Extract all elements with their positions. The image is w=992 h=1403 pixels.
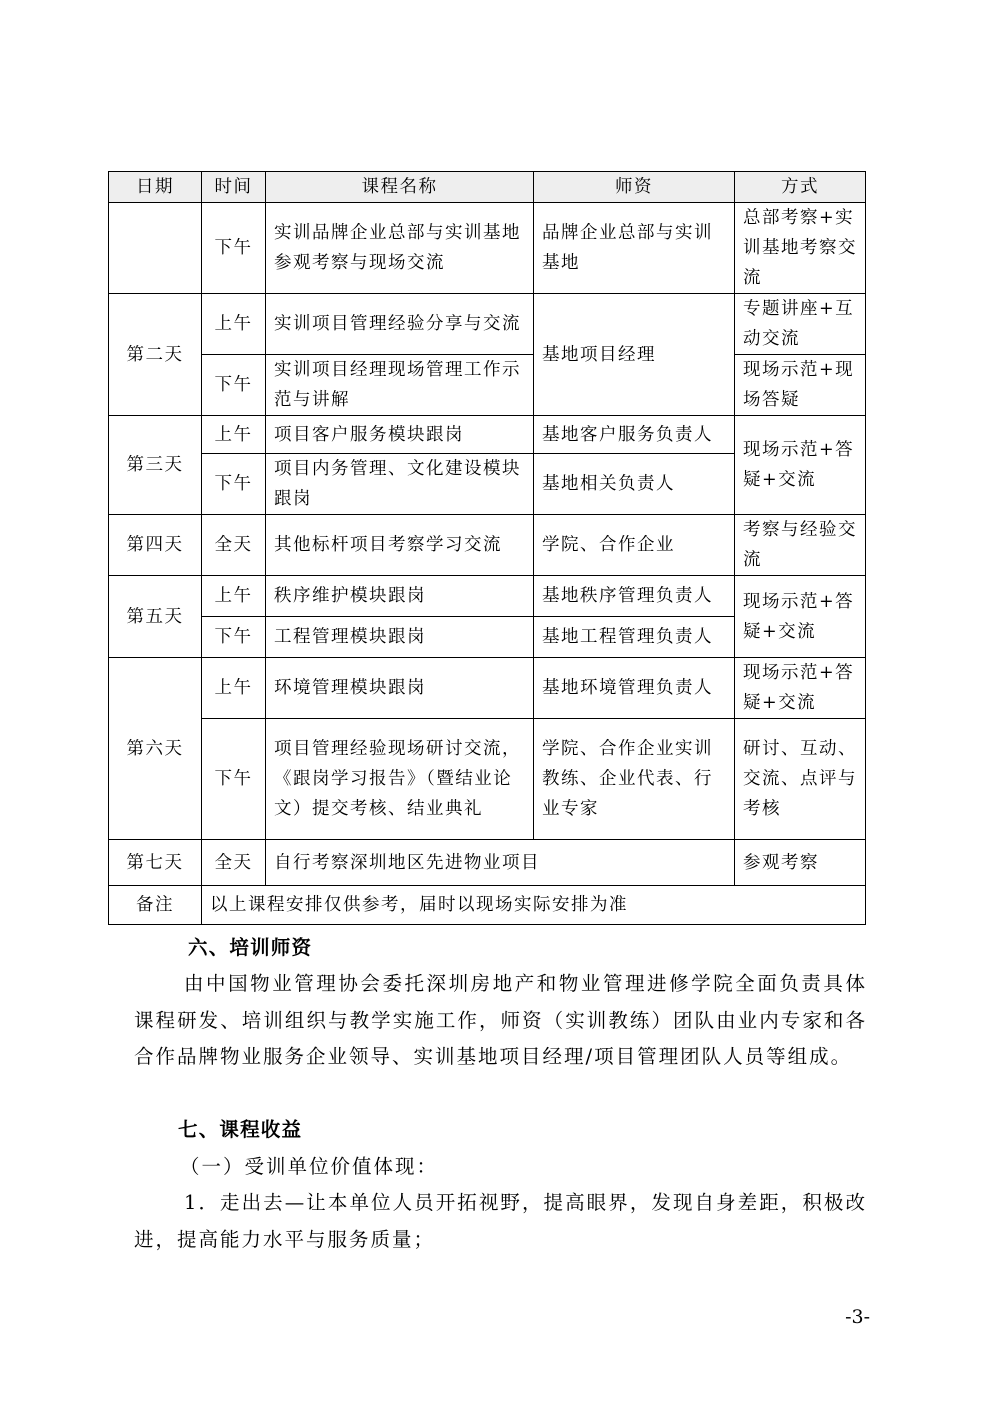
cell-time: 上午: [202, 658, 266, 719]
cell-course: 实训项目经理现场管理工作示范与讲解: [266, 355, 534, 416]
cell-teacher: 基地环境管理负责人: [534, 658, 735, 719]
course-schedule-table: [108, 171, 866, 925]
section7-subheading: （一）受训单位价值体现：: [180, 1155, 439, 1178]
table-header-row: [109, 172, 866, 203]
cell-course: 自行考察深圳地区先进物业项目: [266, 840, 735, 886]
cell-method: 总部考察+实训基地考察交流: [735, 203, 866, 294]
cell-method: 研讨、互动、交流、点评与考核: [735, 719, 866, 840]
table-row: [109, 294, 866, 355]
cell-method: 现场示范+答疑+交流: [735, 576, 866, 658]
cell-time: 上午: [202, 576, 266, 617]
table-row: [109, 719, 866, 840]
cell-time: 下午: [202, 454, 266, 515]
cell-day: 第四天: [109, 515, 202, 576]
cell-course: 秩序维护模块跟岗: [266, 576, 534, 617]
cell-time: 全天: [202, 840, 266, 886]
header-teacher: 师资: [534, 172, 735, 203]
cell-teacher: 基地秩序管理负责人: [534, 576, 735, 617]
section7-item1: 1．走出去—让本单位人员开拓视野，提高眼界，发现自身差距，积极改进，提高能力水平与服务质量；: [134, 1191, 867, 1251]
cell-teacher: 基地客户服务负责人: [534, 416, 735, 454]
cell-method: 现场示范+现场答疑: [735, 355, 866, 416]
cell-day: [109, 203, 202, 294]
table-row: [109, 416, 866, 454]
header-course: 课程名称: [266, 172, 534, 203]
cell-teacher: 品牌企业总部与实训基地: [534, 203, 735, 294]
cell-course: 其他标杆项目考察学习交流: [266, 515, 534, 576]
table-row: [109, 658, 866, 719]
cell-time: 下午: [202, 617, 266, 658]
cell-course: 项目客户服务模块跟岗: [266, 416, 534, 454]
cell-teacher: 基地相关负责人: [534, 454, 735, 515]
table-row-note: [109, 886, 866, 925]
header-method: 方式: [735, 172, 866, 203]
cell-teacher: 学院、合作企业实训教练、企业代表、行业专家: [534, 719, 735, 840]
page-number: -3-: [845, 1306, 870, 1328]
cell-method: 现场示范+答疑+交流: [735, 658, 866, 719]
cell-day: 第五天: [109, 576, 202, 658]
cell-course: 实训品牌企业总部与实训基地参观考察与现场交流: [266, 203, 534, 294]
cell-course: 实训项目管理经验分享与交流: [266, 294, 534, 355]
cell-day: 第三天: [109, 416, 202, 515]
cell-course: 项目内务管理、文化建设模块跟岗: [266, 454, 534, 515]
cell-course: 项目管理经验现场研讨交流，《跟岗学习报告》（暨结业论文）提交考核、结业典礼: [266, 719, 534, 840]
cell-day: 第二天: [109, 294, 202, 416]
cell-time: 上午: [202, 416, 266, 454]
cell-time: 下午: [202, 355, 266, 416]
cell-time: 下午: [202, 203, 266, 294]
section7-heading: 七、课程收益: [178, 1118, 303, 1141]
cell-method: 现场示范+答疑+交流: [735, 416, 866, 515]
header-date: 日期: [109, 172, 202, 203]
cell-course: 环境管理模块跟岗: [266, 658, 534, 719]
cell-teacher: 学院、合作企业: [534, 515, 735, 576]
cell-method: 专题讲座+互动交流: [735, 294, 866, 355]
table-row: [109, 840, 866, 886]
table-row: [109, 515, 866, 576]
cell-day: 第六天: [109, 658, 202, 840]
section6-heading: 六、培训师资: [188, 936, 313, 959]
cell-teacher: 基地项目经理: [534, 294, 735, 416]
cell-time: 下午: [202, 719, 266, 840]
cell-method: 考察与经验交流: [735, 515, 866, 576]
cell-note-text: 以上课程安排仅供参考，届时以现场实际安排为准: [202, 886, 866, 925]
header-time: 时间: [202, 172, 266, 203]
cell-note-label: 备注: [109, 886, 202, 925]
table-row: [109, 355, 866, 416]
table-row: [109, 576, 866, 617]
table-row: [109, 203, 866, 294]
cell-course: 工程管理模块跟岗: [266, 617, 534, 658]
section6-paragraph: 由中国物业管理协会委托深圳房地产和物业管理进修学院全面负责具体课程研发、培训组织与教学实施工作，师资（实训教练）团队由业内专家和各合作品牌物业服务企业领导、实训基地项目经理/项目管理团队人员等组成。: [134, 972, 867, 1068]
cell-teacher: 基地工程管理负责人: [534, 617, 735, 658]
cell-method: 参观考察: [735, 840, 866, 886]
cell-time: 全天: [202, 515, 266, 576]
cell-time: 上午: [202, 294, 266, 355]
cell-day: 第七天: [109, 840, 202, 886]
